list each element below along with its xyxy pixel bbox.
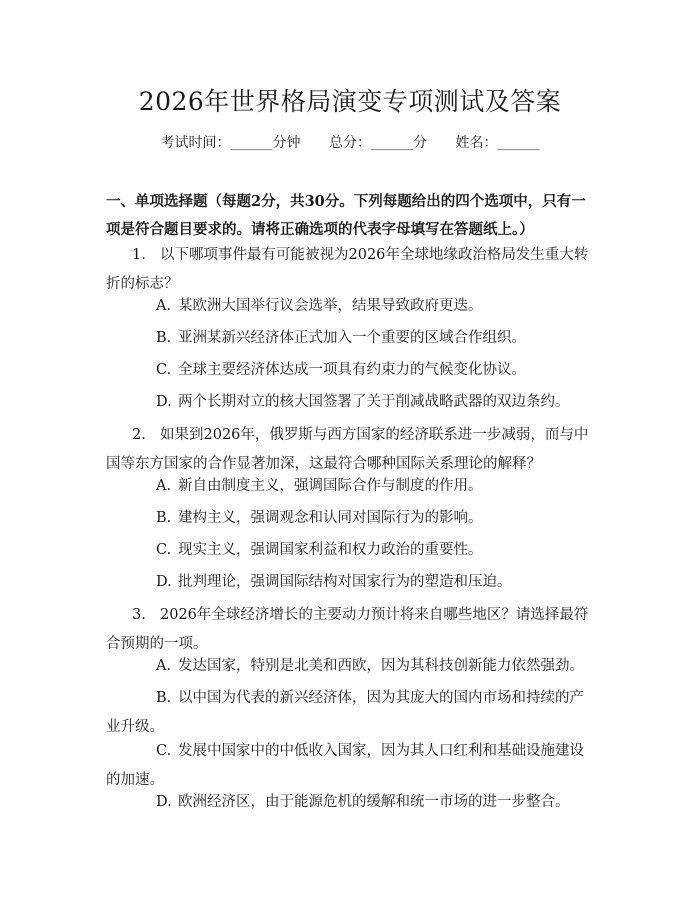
question-number: 1. xyxy=(132,247,146,263)
question-2 xyxy=(106,421,598,479)
page-title: 2026年世界格局演变专项测试及答案 xyxy=(138,87,562,116)
option-text: 某欧洲大国举行议会选举，结果导致政府更迭。 xyxy=(178,298,483,314)
option-text: 两个长期对立的核大国签署了关于削减战略武器的双边条约。 xyxy=(178,394,570,410)
option-letter: C. xyxy=(156,743,172,759)
question-1-option-c xyxy=(106,356,598,385)
question-text: 如果到2026年，俄罗斯与西方国家的经济联系进一步减弱，而与中国等东方国家的合作显著加深，这最符合哪种国际关系理论的解释？ xyxy=(106,427,589,472)
option-letter: A. xyxy=(156,658,172,674)
exam-time: 考试时间：______分钟 xyxy=(160,135,301,151)
option-letter: A. xyxy=(156,298,172,314)
option-letter: D. xyxy=(156,574,172,590)
question-text: 2026年全球经济增长的主要动力预计将来自哪些地区？请选择最符合预期的一项。 xyxy=(106,607,589,652)
option-letter: B. xyxy=(156,510,172,526)
option-letter: A. xyxy=(156,478,172,494)
question-3-option-b xyxy=(106,684,598,742)
question-3 xyxy=(106,601,598,659)
question-2-option-b xyxy=(106,504,598,533)
question-text: 以下哪项事件最有可能被视为2026年全球地缘政治格局发生重大转折的标志？ xyxy=(106,247,589,292)
question-1-option-b xyxy=(106,324,598,353)
option-text: 亚洲某新兴经济体正式加入一个重要的区域合作组织。 xyxy=(178,330,526,346)
option-text: 新自由制度主义，强调国际合作与制度的作用。 xyxy=(178,478,483,494)
question-2-option-a xyxy=(106,472,598,501)
question-number: 3. xyxy=(132,607,146,623)
option-letter: C. xyxy=(156,362,172,378)
question-1-option-a xyxy=(106,292,598,321)
option-text: 发展中国家中的中低收入国家，因为其人口红利和基础设施建设的加速。 xyxy=(106,743,584,788)
question-3-option-a xyxy=(106,652,598,681)
option-letter: D. xyxy=(156,394,172,410)
total-score: 总分：______分 xyxy=(329,135,427,151)
section-heading: 一、单项选择题（每题2分，共30分。下列每题给出的四个选项中，只有一项是符合题目要求的。请将正确选项的代表字母填写在答题纸上。） xyxy=(106,193,586,238)
question-number: 2. xyxy=(132,427,146,443)
option-text: 批判理论，强调国际结构对国家行为的塑造和压迫。 xyxy=(178,574,512,590)
option-text: 全球主要经济体达成一项具有约束力的气候变化协议。 xyxy=(178,362,526,378)
question-3-option-c xyxy=(106,737,598,795)
question-1-option-d xyxy=(106,388,598,417)
option-text: 发达国家，特别是北美和西欧，因为其科技创新能力依然强劲。 xyxy=(178,658,584,674)
question-1 xyxy=(106,241,598,299)
question-2-option-c xyxy=(106,536,598,565)
question-3-option-d xyxy=(106,788,598,817)
option-letter: D. xyxy=(156,794,172,810)
question-2-option-d xyxy=(106,568,598,597)
option-text: 现实主义，强调国家利益和权力政治的重要性。 xyxy=(178,542,483,558)
option-letter: B. xyxy=(156,690,172,706)
option-letter: B. xyxy=(156,330,172,346)
option-letter: C. xyxy=(156,542,172,558)
exam-meta xyxy=(0,132,700,152)
option-text: 以中国为代表的新兴经济体，因为其庞大的国内市场和持续的产业升级。 xyxy=(106,690,584,735)
option-text: 欧洲经济区，由于能源危机的缓解和统一市场的进一步整合。 xyxy=(178,794,570,810)
student-name: 姓名：______ xyxy=(455,135,540,151)
option-text: 建构主义，强调观念和认同对国际行为的影响。 xyxy=(178,510,483,526)
